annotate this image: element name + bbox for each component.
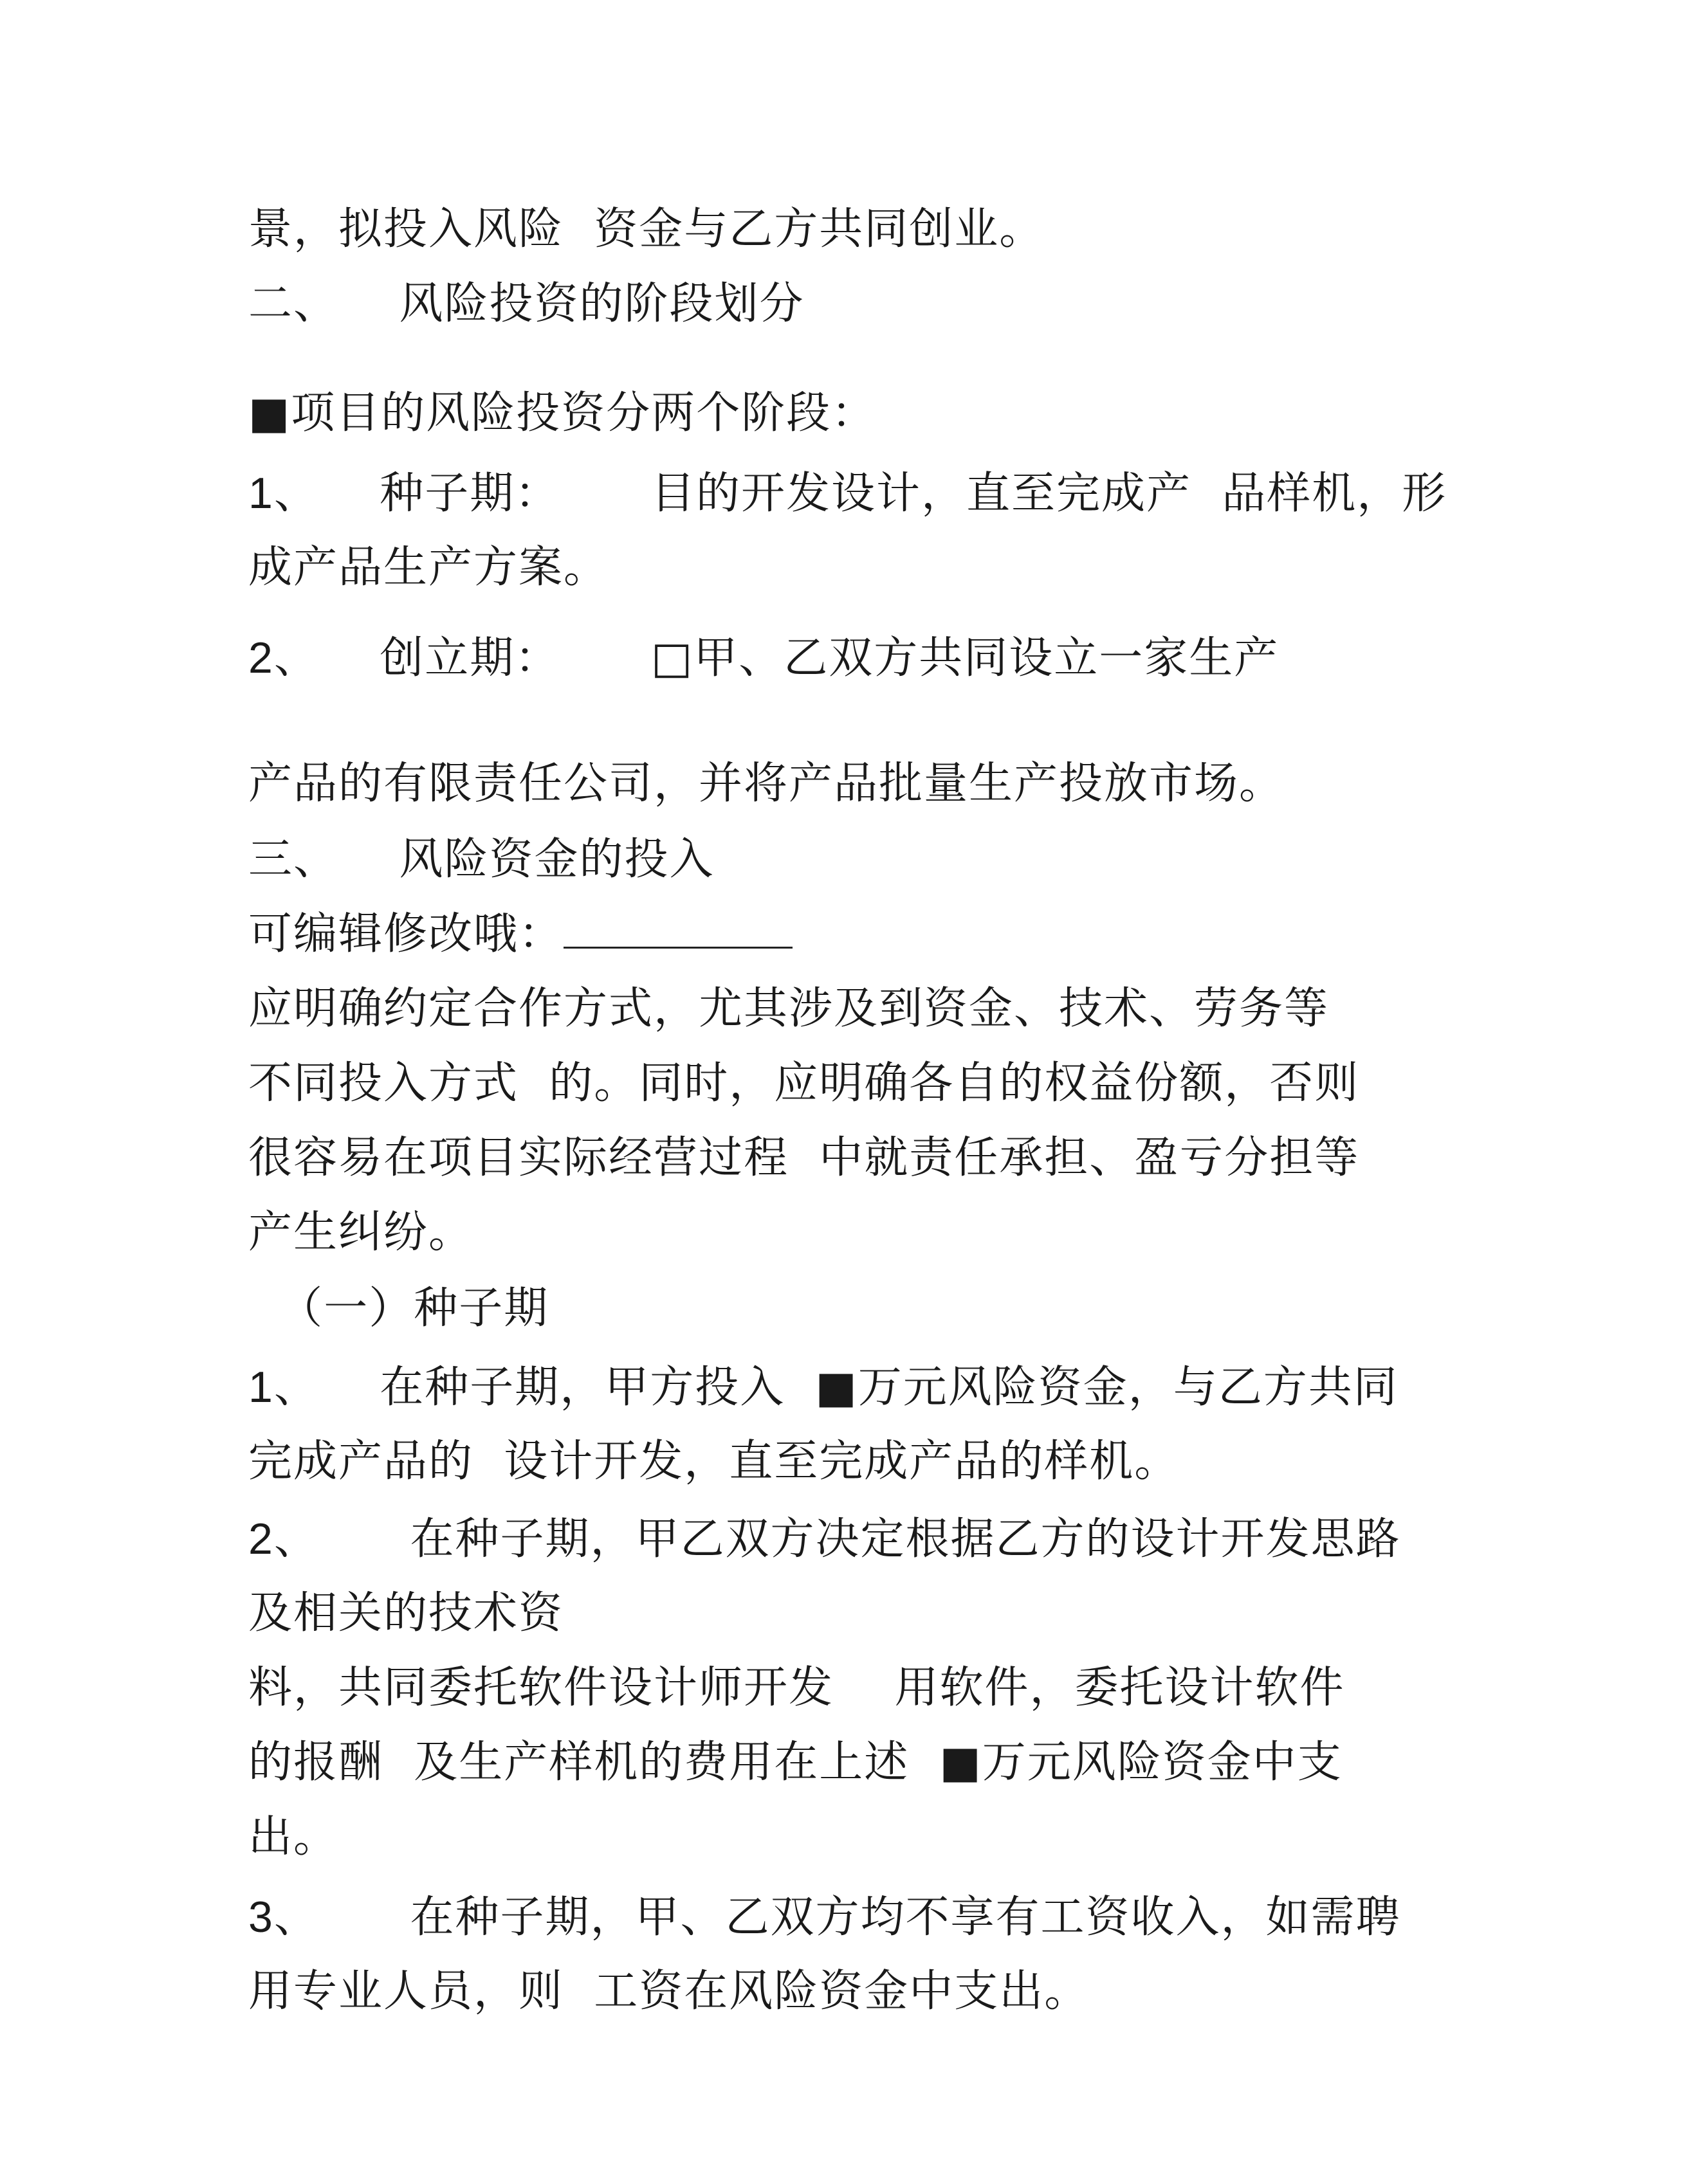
list-item-text: 在种子期，甲方投入 ■万元风险资金，与乙方共同 (318, 1362, 1399, 1413)
text-line: 用专业人员，则 工资在风险资金中支出。 (248, 1966, 1090, 2017)
list-item-text: 在种子期，甲、乙双方均不享有工资收入，如需聘 (318, 1892, 1401, 1943)
text-line: 及相关的技术资 (248, 1588, 564, 1639)
list-item (248, 1358, 1399, 1417)
text-line: 料，共同委托软件设计师开发 用软件，委托设计软件 (248, 1662, 1345, 1713)
blank-underline (564, 908, 793, 949)
list-item-text: 创立期： □甲、乙双方共同设立一家生产 (318, 633, 1280, 684)
list-item (248, 629, 1279, 687)
text-line: 产生纠纷。 (248, 1207, 474, 1258)
text-line: ■项目的风险投资分两个阶段： (248, 388, 877, 439)
text-line: 景，拟投入风险 资金与乙方共同创业。 (248, 204, 1045, 255)
text-line: 产品的有限责任公司，并将产品批量生产投放市场。 (248, 758, 1285, 809)
list-item-text: 在种子期，甲乙双方决定根据乙方的设计开发思路 (318, 1514, 1401, 1565)
list-item (248, 1510, 1401, 1569)
list-number: 3、 (248, 1893, 319, 1942)
text-line: 应明确约定合作方式，尤其涉及到资金、技术、劳务等 (248, 983, 1330, 1034)
list-number: 1、 (248, 1363, 319, 1412)
text-line: 成产品生产方案。 (248, 542, 609, 593)
text-line: 完成产品的 设计开发，直至完成产品的样机。 (248, 1436, 1180, 1487)
section-heading: 三、 风险资金的投入 (248, 834, 715, 885)
list-item (248, 464, 1447, 523)
text-line: 很容易在项目实际经营过程 中就责任承担、盈亏分担等 (248, 1133, 1360, 1183)
text-line: 的报酬 及生产样机的费用在上述 ■万元风险资金中支 (248, 1737, 1343, 1788)
sub-heading: （一）种子期 (248, 1283, 549, 1334)
text-line: 出。 (248, 1812, 339, 1862)
section-heading: 二、 风险投资的阶段划分 (248, 278, 805, 329)
editable-line (248, 905, 793, 963)
list-number: 2、 (248, 1515, 319, 1563)
list-number: 1、 (248, 469, 319, 518)
list-item (248, 1888, 1401, 1947)
list-number: 2、 (248, 633, 319, 682)
editable-label: 可编辑修改哦： (248, 909, 564, 960)
text-line: 不同投入方式 的。同时，应明确各自的权益份额，否则 (248, 1058, 1360, 1109)
list-item-text: 种子期： 目的开发设计，直至完成产 品样机，形 (318, 468, 1447, 519)
